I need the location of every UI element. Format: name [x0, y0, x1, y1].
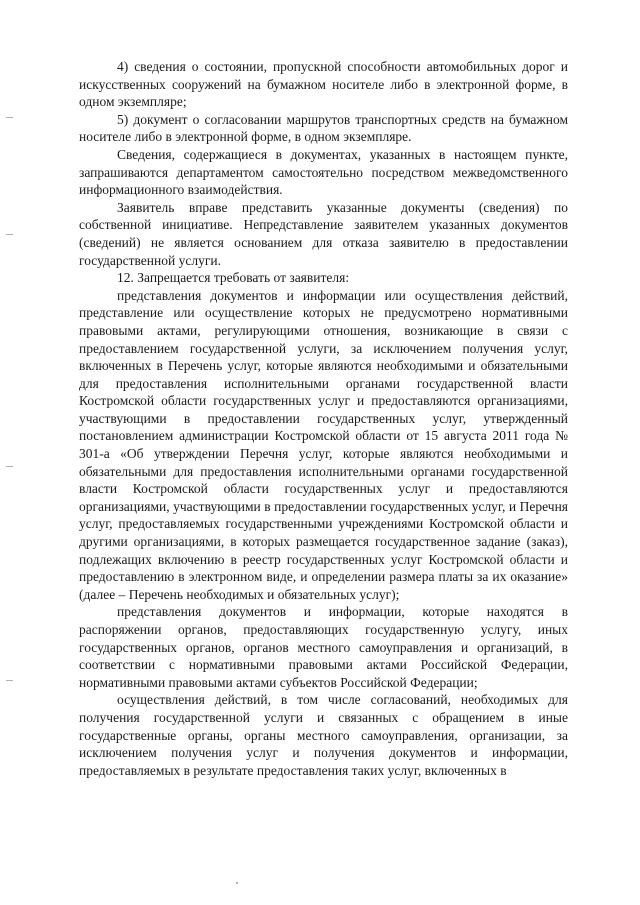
paragraph-applicant-right: Заявитель вправе представить указанные документы (сведения) по собственной инициативе. Непредставление заявителем указанных документов (сведений) не является основанием для отказа заявителю в предоставлении государственной услуги.: [79, 199, 568, 268]
paragraph-prohibition-1: представления документов и информации или осуществления действий, представление или осуществление которых не предусмотрено нормативными правовыми актами, регулирующими отношения, возникающие в связи с предоставлением государственной услуги, за исключением получения услуг, включенных в Перечень услуг, которые являются необходимыми и обязательными для предоставления исполнительными органами государственной власти Костромской области государственных услуг и предоставляются организациями, участвующими в предоставлении государственных услуг, утвержденный постановлением администрации Костромской области от 15 августа 2011 года № 301-а «Об утверждении Перечня услуг, которые являются необходимыми и обязательными для предоставления исполнительными органами государственной власти Костромской области государственных услуг и предоставляются организациями, участвующими в предоставлении государственных услуг, и Перечня услуг, предоставляемых государственными учреждениями Костромской области и другими организациями, в которых размещается государственное задание (заказ), подлежащих включению в реестр государственных услуг Костромской области и предоставлению в электронном виде, и определении размера платы за их оказание» (далее – Перечень необходимых и обязательных услуг);: [79, 287, 568, 602]
paragraph-interagency-info: Сведения, содержащиеся в документах, указанных в настоящем пункте, запрашиваются департаментом самостоятельно посредством межведомственного информационного взаимодействия.: [79, 146, 568, 198]
scan-dot: [236, 882, 238, 884]
paragraph-item-5: 5) документ о согласовании маршрутов транспортных средств на бумажном носителе либо в электронной форме, в одном экземпляре.: [79, 111, 568, 145]
paragraph-prohibition-3: осуществления действий, в том числе согласований, необходимых для получения государственной услуги и связанных с обращением в иные государственные органы, органы местного самоуправления, организации, за исключением получения услуг и получения документов и информации, предоставляемых в результате предоставления таких услуг, включенных в: [79, 692, 568, 778]
paragraph-item-4: 4) сведения о состоянии, пропускной способности автомобильных дорог и искусственных сооружений на бумажном носителе либо в электронной форме, в одном экземпляре;: [79, 59, 568, 110]
document-page: [79, 58, 568, 779]
scan-margin-mark: [6, 466, 13, 467]
scan-margin-mark: [6, 680, 13, 681]
scan-margin-mark: [6, 234, 13, 235]
scan-margin-mark: [6, 117, 13, 118]
paragraph-section-12: 12. Запрещается требовать от заявителя:: [117, 270, 350, 286]
paragraph-prohibition-2: представления документов и информации, которые находятся в распоряжении органов, предоставляющих государственную услугу, иных государственных органов, органов местного самоуправления и организаций, в соответствии с нормативными правовыми актами Российской Федерации, нормативными правовыми актами субъектов Российской Федерации;: [79, 604, 568, 690]
